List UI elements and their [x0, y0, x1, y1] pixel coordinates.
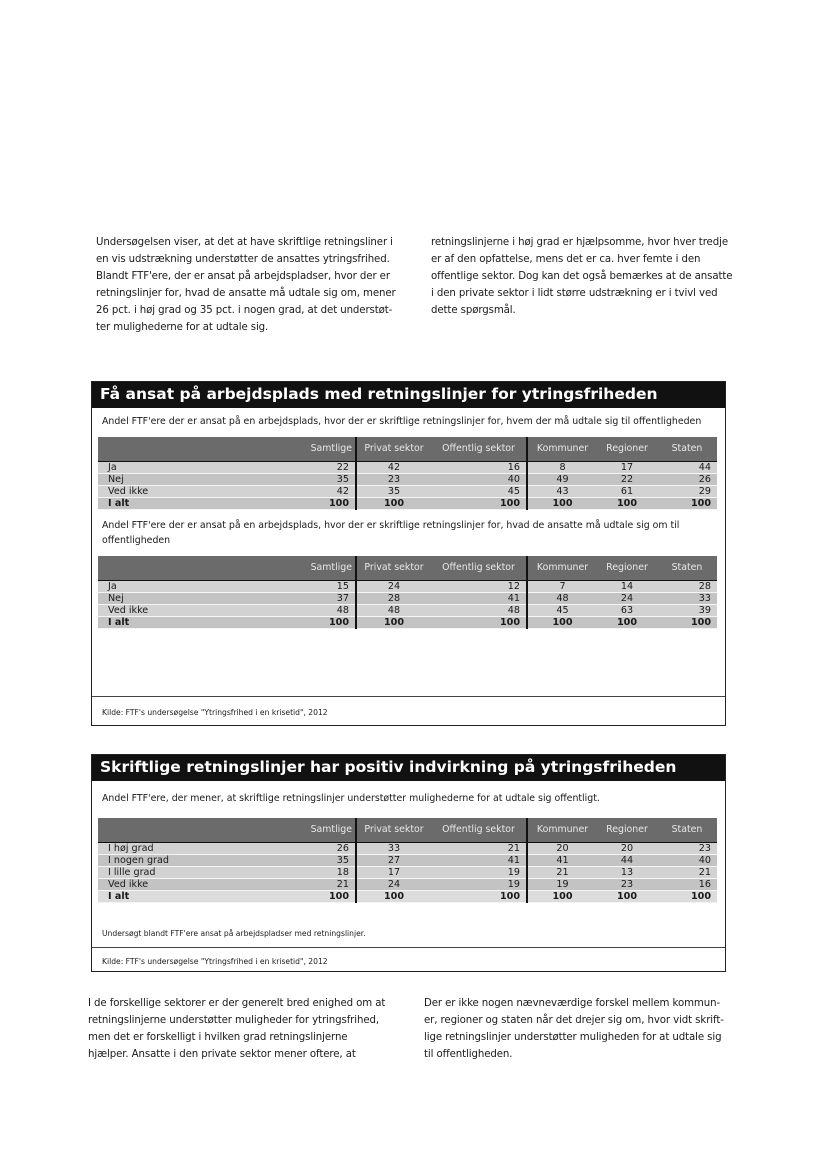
row-label: I alt	[98, 498, 176, 510]
column-header: Regioner	[597, 818, 657, 843]
column-header: Samtlige	[176, 437, 356, 462]
row-label: Ved ikke	[98, 486, 176, 498]
source-note: Kilde: FTF's undersøgelse "Ytringsfrihed i en krisetid", 2012	[102, 708, 328, 717]
table-cell: 100	[657, 891, 717, 903]
table-cell: 48	[431, 605, 527, 617]
text-line: ter mulighederne for at udtale sig.	[96, 322, 269, 333]
text-line: i den private sektor i lidt større udstrækning er i tvivl ved	[431, 288, 718, 299]
row-label: Ved ikke	[98, 879, 176, 891]
table-cell: 23	[356, 474, 431, 486]
row-label: Ved ikke	[98, 605, 176, 617]
table-cell: 14	[597, 581, 657, 593]
text-line: lige retningslinjer understøtter muligheden for at udtale sig	[424, 1032, 722, 1043]
figure-box-2	[91, 754, 726, 972]
table-cell: 20	[527, 843, 597, 855]
column-header: Offentlig sektor	[431, 818, 527, 843]
table-cell: 33	[657, 593, 717, 605]
table-cell: 7	[527, 581, 597, 593]
data-table	[98, 437, 717, 510]
text-line: Blandt FTF'ere, der er ansat på arbejdspladser, hvor der er	[96, 271, 390, 282]
table-cell: 19	[527, 879, 597, 891]
column-header: Regioner	[597, 437, 657, 462]
table-cell: 35	[176, 474, 356, 486]
column-header: Staten	[657, 556, 717, 581]
table-cell: 37	[176, 593, 356, 605]
figure-title: Skriftlige retningslinjer har positiv indvirkning på ytringsfriheden	[92, 755, 725, 781]
table-cell: 22	[597, 474, 657, 486]
table-cell: 23	[597, 879, 657, 891]
figure-box-1	[91, 381, 726, 726]
table-cell: 100	[657, 498, 717, 510]
text-line: er af den opfattelse, mens det er ca. hver femte i den	[431, 254, 701, 265]
table-cell: 41	[431, 593, 527, 605]
text-line: retningslinjer for, hvad de ansatte må udtale sig om, mener	[96, 288, 396, 299]
table-row	[98, 581, 717, 593]
column-header: Samtlige	[176, 818, 356, 843]
table-cell: 40	[657, 855, 717, 867]
text-line: 26 pct. i høj grad og 35 pct. i nogen grad, at det understøt-	[96, 305, 393, 316]
table-cell: 24	[597, 593, 657, 605]
divider	[92, 696, 725, 697]
row-label: Nej	[98, 593, 176, 605]
text-line: til offentligheden.	[424, 1049, 513, 1060]
table-cell: 100	[597, 617, 657, 629]
table-cell: 48	[176, 605, 356, 617]
table-cell: 33	[356, 843, 431, 855]
table-row	[98, 593, 717, 605]
column-header: Regioner	[597, 556, 657, 581]
table-caption: Andel FTF'ere, der mener, at skriftlige retningslinjer understøtter mulighederne for at udtale sig offentligt.	[102, 793, 600, 804]
text-line: hjælper. Ansatte i den private sektor mener oftere, at	[88, 1049, 356, 1060]
table-cell: 26	[657, 474, 717, 486]
table-row	[98, 879, 717, 891]
table-total-row	[98, 498, 717, 510]
table-cell: 21	[527, 867, 597, 879]
text-line: Undersøgelsen viser, at det at have skriftlige retningsliner i	[96, 237, 393, 248]
table-cell: 28	[356, 593, 431, 605]
table-cell: 100	[657, 617, 717, 629]
text-line: er, regioner og staten når det drejer sig om, hvor vidt skrift-	[424, 1015, 724, 1026]
table-corner	[98, 437, 176, 462]
table-row	[98, 867, 717, 879]
table-cell: 16	[657, 879, 717, 891]
table-cell: 20	[597, 843, 657, 855]
table-cell: 13	[597, 867, 657, 879]
source-note: Kilde: FTF's undersøgelse "Ytringsfrihed i en krisetid", 2012	[102, 957, 328, 966]
table-cell: 41	[527, 855, 597, 867]
table-cell: 100	[527, 498, 597, 510]
intro-left-column	[96, 234, 406, 336]
column-header: Samtlige	[176, 556, 356, 581]
table-cell: 27	[356, 855, 431, 867]
table-cell: 48	[356, 605, 431, 617]
text-line: dette spørgsmål.	[431, 305, 516, 316]
text-line: retningslinjerne understøtter muligheder for ytringsfrihed,	[88, 1015, 380, 1026]
table-cell: 100	[356, 498, 431, 510]
column-header: Kommuner	[527, 556, 597, 581]
table-cell: 29	[657, 486, 717, 498]
data-table	[98, 556, 717, 629]
table-cell: 22	[176, 462, 356, 474]
table-cell: 12	[431, 581, 527, 593]
table-cell: 100	[527, 891, 597, 903]
table-row	[98, 474, 717, 486]
table-cell: 19	[431, 867, 527, 879]
table-cell: 17	[597, 462, 657, 474]
data-table	[98, 818, 717, 903]
table-cell: 8	[527, 462, 597, 474]
row-label: I alt	[98, 617, 176, 629]
table-cell: 19	[431, 879, 527, 891]
column-header: Kommuner	[527, 437, 597, 462]
text-line: offentlige sektor. Dog kan det også bemærkes at de ansatte	[431, 271, 733, 282]
text-line: en vis udstrækning understøtter de ansattes ytringsfrihed.	[96, 254, 390, 265]
column-header: Kommuner	[527, 818, 597, 843]
table-total-row	[98, 891, 717, 903]
table-cell: 100	[431, 617, 527, 629]
table-cell: 26	[176, 843, 356, 855]
table-cell: 40	[431, 474, 527, 486]
table-cell: 100	[431, 498, 527, 510]
table-cell: 35	[356, 486, 431, 498]
table-cell: 21	[431, 843, 527, 855]
table-row	[98, 855, 717, 867]
table-cell: 49	[527, 474, 597, 486]
table-cell: 39	[657, 605, 717, 617]
table-caption: Andel FTF'ere der er ansat på en arbejdsplads, hvor der er skriftlige retningslinjer for, hvem der må udtale sig til offentligheden	[102, 416, 702, 427]
table-row	[98, 605, 717, 617]
table-cell: 16	[431, 462, 527, 474]
row-label: I høj grad	[98, 843, 176, 855]
column-header: Staten	[657, 818, 717, 843]
table-cell: 23	[657, 843, 717, 855]
column-header: Privat sektor	[356, 818, 431, 843]
table-cell: 35	[176, 855, 356, 867]
table-cell: 45	[527, 605, 597, 617]
intro-right-column	[431, 234, 741, 319]
figure-title: Få ansat på arbejdsplads med retningslinjer for ytringsfriheden	[92, 382, 725, 408]
table-cell: 100	[356, 617, 431, 629]
row-label: Ja	[98, 462, 176, 474]
row-label: I alt	[98, 891, 176, 903]
table-row	[98, 462, 717, 474]
column-header: Staten	[657, 437, 717, 462]
table-cell: 45	[431, 486, 527, 498]
table-cell: 24	[356, 581, 431, 593]
table-cell: 21	[657, 867, 717, 879]
table-total-row	[98, 617, 717, 629]
table-cell: 44	[597, 855, 657, 867]
column-header: Offentlig sektor	[431, 437, 527, 462]
table-caption: Andel FTF'ere der er ansat på en arbejdsplads, hvor der er skriftlige retningslinjer for, hvad de ansatte må udtale sig om til offentligheden	[102, 520, 680, 546]
table-cell: 63	[597, 605, 657, 617]
table-cell: 21	[176, 879, 356, 891]
outro-right-column	[424, 995, 742, 1063]
row-label: I nogen grad	[98, 855, 176, 867]
table-cell: 61	[597, 486, 657, 498]
text-line: I de forskellige sektorer er der generelt bred enighed om at	[88, 998, 386, 1009]
outro-left-column	[88, 995, 406, 1063]
table-cell: 17	[356, 867, 431, 879]
text-line: men det er forskelligt i hvilken grad retningslinjerne	[88, 1032, 348, 1043]
row-label: Nej	[98, 474, 176, 486]
table-cell: 42	[356, 462, 431, 474]
table-cell: 44	[657, 462, 717, 474]
table-cell: 48	[527, 593, 597, 605]
column-header: Privat sektor	[356, 556, 431, 581]
row-label: Ja	[98, 581, 176, 593]
text-line: retningslinjerne i høj grad er hjælpsomme, hvor hver tredje	[431, 237, 728, 248]
row-label: I lille grad	[98, 867, 176, 879]
table-cell: 100	[176, 617, 356, 629]
table-cell: 42	[176, 486, 356, 498]
table-cell: 18	[176, 867, 356, 879]
column-header: Privat sektor	[356, 437, 431, 462]
table-note: Undersøgt blandt FTF'ere ansat på arbejdspladser med retningslinjer.	[102, 929, 366, 938]
table-cell: 100	[356, 891, 431, 903]
table-cell: 15	[176, 581, 356, 593]
table-cell: 100	[597, 891, 657, 903]
text-line: Der er ikke nogen nævneværdige forskel mellem kommun-	[424, 998, 721, 1009]
column-header: Offentlig sektor	[431, 556, 527, 581]
table-cell: 41	[431, 855, 527, 867]
table-row	[98, 486, 717, 498]
table-cell: 24	[356, 879, 431, 891]
table-corner	[98, 556, 176, 581]
table-cell: 100	[527, 617, 597, 629]
table-cell: 100	[597, 498, 657, 510]
divider	[92, 947, 725, 948]
table-cell: 100	[176, 891, 356, 903]
table-corner	[98, 818, 176, 843]
table-cell: 100	[431, 891, 527, 903]
table-cell: 28	[657, 581, 717, 593]
table-cell: 100	[176, 498, 356, 510]
table-cell: 43	[527, 486, 597, 498]
table-row	[98, 843, 717, 855]
